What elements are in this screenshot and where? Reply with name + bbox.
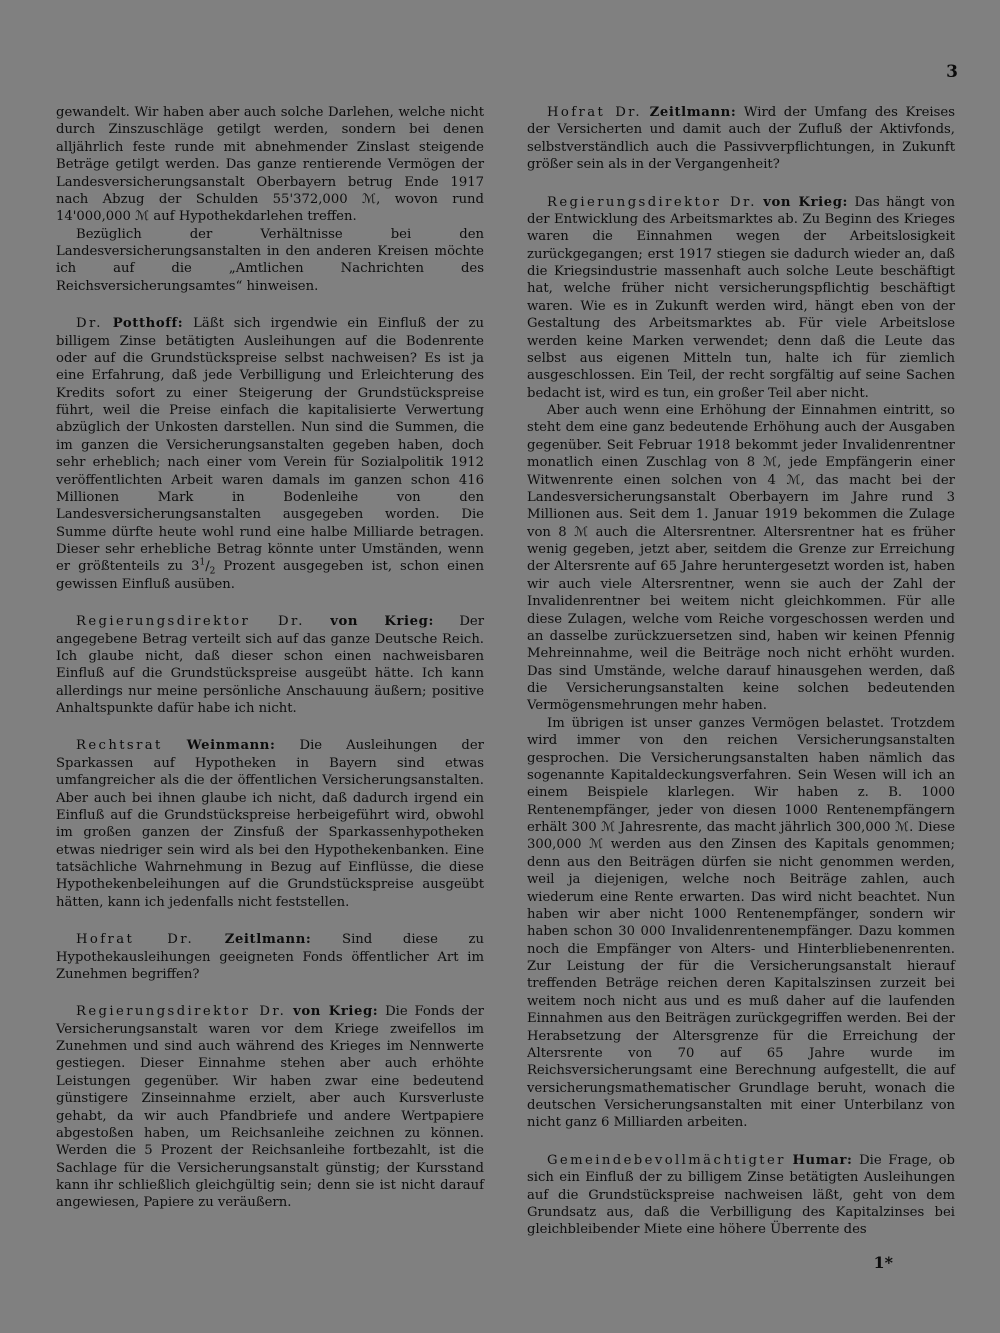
left-column (56, 104, 484, 1212)
statement-text: Wird der Umfang des Kreises der Versicherten und damit auch der Zufluß der Aktivfonds, selbstverständlich auch die Passivverpflichtungen, in Zukunft größer sein als in der Vergangenheit? (527, 105, 955, 173)
speaker-title: Gemeindebevollmächtigter (547, 1152, 786, 1168)
speaker-name: von Krieg: (330, 614, 434, 630)
paragraph (527, 1152, 955, 1239)
statement-text: Das hängt von der Entwicklung des Arbeitsmarktes ab. Zu Beginn des Krieges waren die Einnahmen wegen der Arbeitslosigkeit zurückgegangen; erst 1917 stiegen sie dadurch wieder an, daß die Kriegsindustrie massenhaft auch solche Leute beschäftigt hat, welche früher nicht versicherungspflichtig beschäftigt waren. Wie es in Zukunft werden wird, hängt eben von der Gestaltung des Arbeitsmarktes ab. Für viele Arbeitslose werden keine Marken verwendet; denn daß die Leute das selbst aus eigenen Mitteln tun, halte ich für ziemlich ausgeschlossen. Ein Teil, der recht sorgfältig auf seine Sachen bedacht ist, wird es tun, ein großer Teil aber nicht. (527, 194, 955, 401)
statement-text: Die Fonds der Versicherungsanstalt waren vor dem Kriege zweifellos im Zunehmen und sind auch während des Krieges im Nennwerte gestiegen. Dieser Einnahme stehen aber auch erhöhte Leistungen gegenüber. Wir haben zwar eine bedeutend günstigere Zinseinnahme erzielt, aber auch Kursverluste gehabt, da wir auch Pfandbriefe und andere Wertpapiere abgestoßen haben, um Reichsanleihe zeichnen zu können. Werden die 5 Prozent der Reichsanleihe fortbezahlt, ist die Sachlage für die Versicherungsanstalt günstig; der Kursstand kann ihr schließlich gleichgültig sein; denn sie ist nicht darauf angewiesen, Papiere zu veräußern. (56, 1004, 484, 1211)
speaker-name: von Krieg: (763, 194, 849, 210)
speaker-title: Rechtsrat (76, 738, 163, 754)
paragraph (527, 104, 955, 174)
paragraph: gewandelt. Wir haben aber auch solche Darlehen, welche nicht durch Zinszuschläge getilgt werden, sondern bei denen alljährlich feste runde mit abnehmender Zinslast steigende Beträge getilgt werden. Das ganze rentierende Vermögen der Landesversicherungsanstalt Oberbayern betrug Ende 1917 nach Abzug der Schulden 55'372,000 ℳ, wovon rund 14'000,000 ℳ auf Hypothekdarlehen treffen. (56, 105, 484, 225)
signature-mark: 1* (873, 1253, 893, 1272)
right-column (527, 104, 955, 1239)
statement-text: Der angegebene Betrag verteilt sich auf das ganze Deutsche Reich. Ich glaube nicht, daß dieser schon einen nachweisbaren Einfluß auf die Grundstückspreise ausgeübt hätte. Ich kann allerdings nur meine persönliche Anschauung äußern; positive Anhaltspunkte dafür habe ich nicht. (56, 614, 484, 716)
speaker-title: Dr. (76, 316, 103, 332)
statement-text: Die Ausleihungen der Sparkassen auf Hypotheken in Bayern sind etwas umfangreicher als die der öffentlichen Versicherungsanstalten. Aber auch bei ihnen glaube ich nicht, daß dadurch irgend ein Einfluß auf die Grundstückspreise herbeigeführt wird, obwohl im großen ganzen der Zinsfuß der Sparkassenhypotheken etwas niedriger sein wird als bei den Hypothekenbanken. Eine tatsächliche Wahrnehmung in Bezug auf Einflüsse, die diese Hypothekenbeleihungen auf die Grundstückspreise ausgeübt hätten, kann ich jedenfalls nicht feststellen. (56, 738, 484, 910)
page-number: 3 (946, 62, 958, 82)
statement-text: Die Frage, ob sich ein Einfluß der zu billigem Zinse betätigten Ausleihungen auf die Grundstückspreise nachweisen läßt, geht von dem Grundsatz aus, daß die Verbilligung des Kapitalzinses bei gleichbleibender Miete eine höhere Überrente des (527, 1152, 955, 1238)
fraction-separator: / (205, 559, 210, 575)
speaker-title: Regierungsdirektor Dr. (547, 194, 757, 210)
statement-text: Prozent ausgegeben ist, schon einen gewissen Einfluß ausüben. (56, 559, 484, 592)
speaker-name: Humar: (792, 1152, 853, 1168)
speaker-name: von Krieg: (293, 1004, 379, 1020)
fraction-denominator: 2 (209, 567, 216, 578)
paragraph (56, 737, 484, 911)
speaker-title: Regierungsdirektor Dr. (76, 1004, 287, 1020)
paragraph (56, 1003, 484, 1212)
paragraph (56, 613, 484, 717)
statement-text: Sind diese zu Hypothekausleihungen geeigneten Fonds öffentlicher Art im Zunehmen begriffen? (56, 932, 484, 982)
paragraph: Bezüglich der Verhältnisse bei den Landesversicherungsanstalten in den anderen Kreisen möchte ich auf die „Amtlichen Nachrichten des Reichsversicherungsamtes“ hinweisen. (56, 226, 484, 294)
speaker-title: Hofrat Dr. (76, 932, 195, 948)
speaker-title: Hofrat Dr. (547, 105, 643, 120)
paragraph (527, 194, 955, 403)
speaker-name: Potthoff: (112, 316, 184, 332)
speaker-name: Weinmann: (186, 738, 276, 754)
statement-text: Läßt sich irgendwie ein Einfluß der zu billigem Zinse betätigten Ausleihungen auf die Bodenrente oder auf die Grundstückspreise selbst nachweisen? Es ist ja eine Erfahrung, daß jede Verbilligung und Erleichterung des Kredits sofort zu einer Steigerung der Grundstückspreise führt, weil die Preise einfach die kapitalisierte Verwertung abzüglich der Unkosten darstellen. Nun sind die Summen, die im ganzen die Versicherungsanstalten gegeben haben, doch sehr erheblich; nach einer vom Verein für Sozialpolitik 1912 veröffentlichten Arbeit waren damals im ganzen schon 416 Millionen Mark in Bodenleihe von den Landesversicherungsanstalten ausgegeben worden. Die Summe dürfte heute wohl rund eine halbe Milliarde betragen. Dieser sehr erhebliche Betrag könnte unter Umständen, wenn er größtenteils zu 3 (56, 316, 484, 575)
paragraph (56, 931, 484, 983)
paragraph (56, 315, 484, 593)
paragraph: Aber auch wenn eine Erhöhung der Einnahmen eintritt, so steht dem eine ganz bedeutende Erhöhung auch der Ausgaben gegenüber. Seit Februar 1918 bekommt jeder Invalidenrentner monatlich einen Zuschlag von 8 ℳ, jede Empfängerin einer Witwenrente einen solchen von 4 ℳ, das macht bei der Landesversicherungsanstalt Oberbayern im Jahre rund 3 Millionen aus. Seit dem 1. Januar 1919 bekommen die Zulage von 8 ℳ auch die Altersrentner. Altersrentner hat es früher wenig gegeben, jetzt aber, seitdem die Grenze zur Erreichung der Altersrente auf 65 Jahre heruntergesetzt worden ist, haben wir auch viele Altersrentner, wenn sie auch der Zahl der Invalidenrentner bei weitem nicht gleichkommen. Für alle diese Zulagen, welche vom Reiche vorgeschossen werden und an dasselbe zurückzuersetzen sind, haben wir keinen Pfennig Mehreinnahme, weil die Beiträge noch nicht erhöht wurden. Das sind Umstände, welche darauf hinausgehen werden, daß die Versicherungsanstalten keine solchen bedeutenden Vermögensmehrungen mehr haben. (527, 403, 955, 714)
speaker-name: Zeitlmann: (649, 105, 737, 120)
paragraph: Im übrigen ist unser ganzes Vermögen belastet. Trotzdem wird immer von den reichen Versicherungsanstalten gesprochen. Die Versicherungsanstalten haben nämlich das sogenannte Kapitaldeckungsverfahren. Sein Wesen will ich an einem Beispiele klarlegen. Wir haben z. B. 1000 Rentenempfänger, jeder von diesen 1000 Rentenempfängern erhält 300 ℳ Jahresrente, das macht jährlich 300,000 ℳ. Diese 300,000 ℳ werden aus den Zinsen des Kapitals genommen; denn aus den Beiträgen dürfen sie nicht genommen werden, weil ja diejenigen, welche noch Beiträge zahlen, auch wiederum eine Rente erwarten. Das wird nicht beachtet. Nun haben wir aber nicht 1000 Rentenempfänger, sondern wir haben schon 30 000 Invalidenrentenempfänger. Dazu kommen noch die Empfänger von Alters- und Hinterbliebenenrenten. Zur Leistung der für die Versicherungsanstalt hierauf treffenden Beträge reichen deren Kapitalszinsen zurzeit bei weitem noch nicht aus und es muß daher auf die laufenden Einnahmen aus den Beiträgen zurückgegriffen werden. Bei der Herabsetzung der Altersgrenze für die Erreichung der Altersrente von 70 auf 65 Jahre wurde im Reichsversicherungsamt eine Berechnung aufgestellt, die auf versicherungsmathematischer Grundlage beruht, wonach die deutschen Versicherungsanstalten mit einer Unterbilanz von nicht ganz 6 Milliarden arbeiten. (527, 715, 955, 1131)
speaker-title: Regierungsdirektor Dr. (76, 614, 305, 630)
speaker-name: Zeitlmann: (224, 932, 312, 948)
fraction-numerator: 1 (199, 557, 206, 568)
